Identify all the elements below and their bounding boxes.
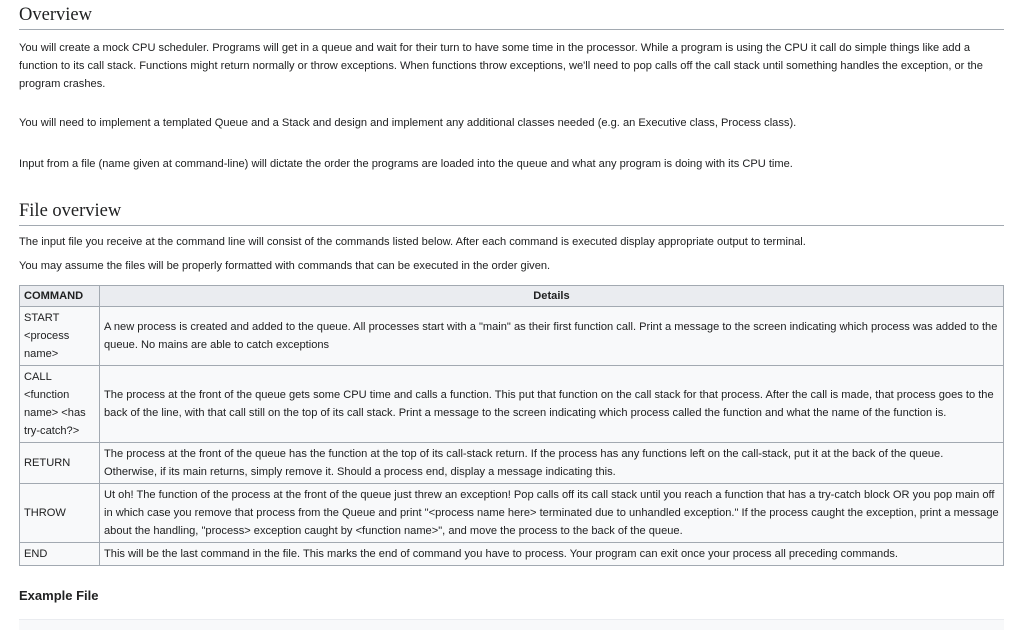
file-overview-heading: File overview [19, 200, 1004, 226]
command-cell: THROW [20, 484, 100, 543]
table-row [20, 543, 1004, 566]
overview-paragraph-1: You will create a mock CPU scheduler. Programs will get in a queue and wait for their turn to have some time in the processor. While a program is using the CPU it call do simple things like add a function to its call stack. Functions might return normally or throw exceptions. When functions throw exceptions, we'll need to pop calls off the call stack until something handles the exception, or the program crashes. [19, 42, 983, 90]
table-header-row [20, 286, 1004, 307]
command-cell: CALL <function name> <has try-catch?> [20, 366, 100, 443]
details-cell: The process at the front of the queue has the function at the top of its call-stack return. If the process has any functions left on the call-stack, put it at the back of the queue. Otherwise, if its main returns, simply remove it. Should a process end, display a message indicating this. [100, 443, 1004, 484]
file-overview-paragraph-2: You may assume the files will be properly formatted with commands that can be executed in the order given. [19, 260, 551, 272]
details-cell: This will be the last command in the file. This marks the end of command you have to process. Your program can exit once your process all preceding commands. [100, 543, 1004, 566]
details-cell: The process at the front of the queue gets some CPU time and calls a function. This put that function on the call stack for that process. After the call is made, that process goes to the back of the line, with that call still on the top of its call stack. Print a message to the screen indicating which process called the function and what the name of the function is. [100, 366, 1004, 443]
details-cell: Ut oh! The function of the process at the front of the queue just threw an exception! Pop calls off its call stack until you reach a function that has a try-catch block OR you pop main off in which case you remove that process from the Queue and print "<process name here> terminated due to unhandled exception." If the process caught the exception, print a message about the handling, "process> exception caught by <function name>", and move the process to the back of the queue. [100, 484, 1004, 543]
overview-paragraph-3: Input from a file (name given at command-line) will dictate the order the programs are loaded into the queue and what any program is doing with its CPU time. [19, 158, 793, 170]
column-header-command: COMMAND [20, 286, 100, 307]
table-row [20, 307, 1004, 366]
column-header-details: Details [100, 286, 1004, 307]
table-row [20, 443, 1004, 484]
table-row [20, 484, 1004, 543]
file-overview-paragraph-1: The input file you receive at the command line will consist of the commands listed below. After each command is executed display appropriate output to terminal. [19, 236, 806, 248]
example-code-block [19, 619, 1004, 630]
table-row [20, 366, 1004, 443]
command-cell: START <process name> [20, 307, 100, 366]
command-cell: END [20, 543, 100, 566]
command-cell: RETURN [20, 443, 100, 484]
overview-paragraph-2: You will need to implement a templated Queue and a Stack and design and implement any additional classes needed (e.g. an Executive class, Process class). [19, 117, 797, 129]
overview-heading: Overview [19, 4, 1004, 30]
example-file-heading: Example File [19, 588, 99, 603]
article-content [19, 0, 1004, 630]
details-cell: A new process is created and added to the queue. All processes start with a "main" as their first function call. Print a message to the screen indicating which process was added to the queue. No mains are able to catch exceptions [100, 307, 1004, 366]
commands-table [19, 285, 1004, 566]
